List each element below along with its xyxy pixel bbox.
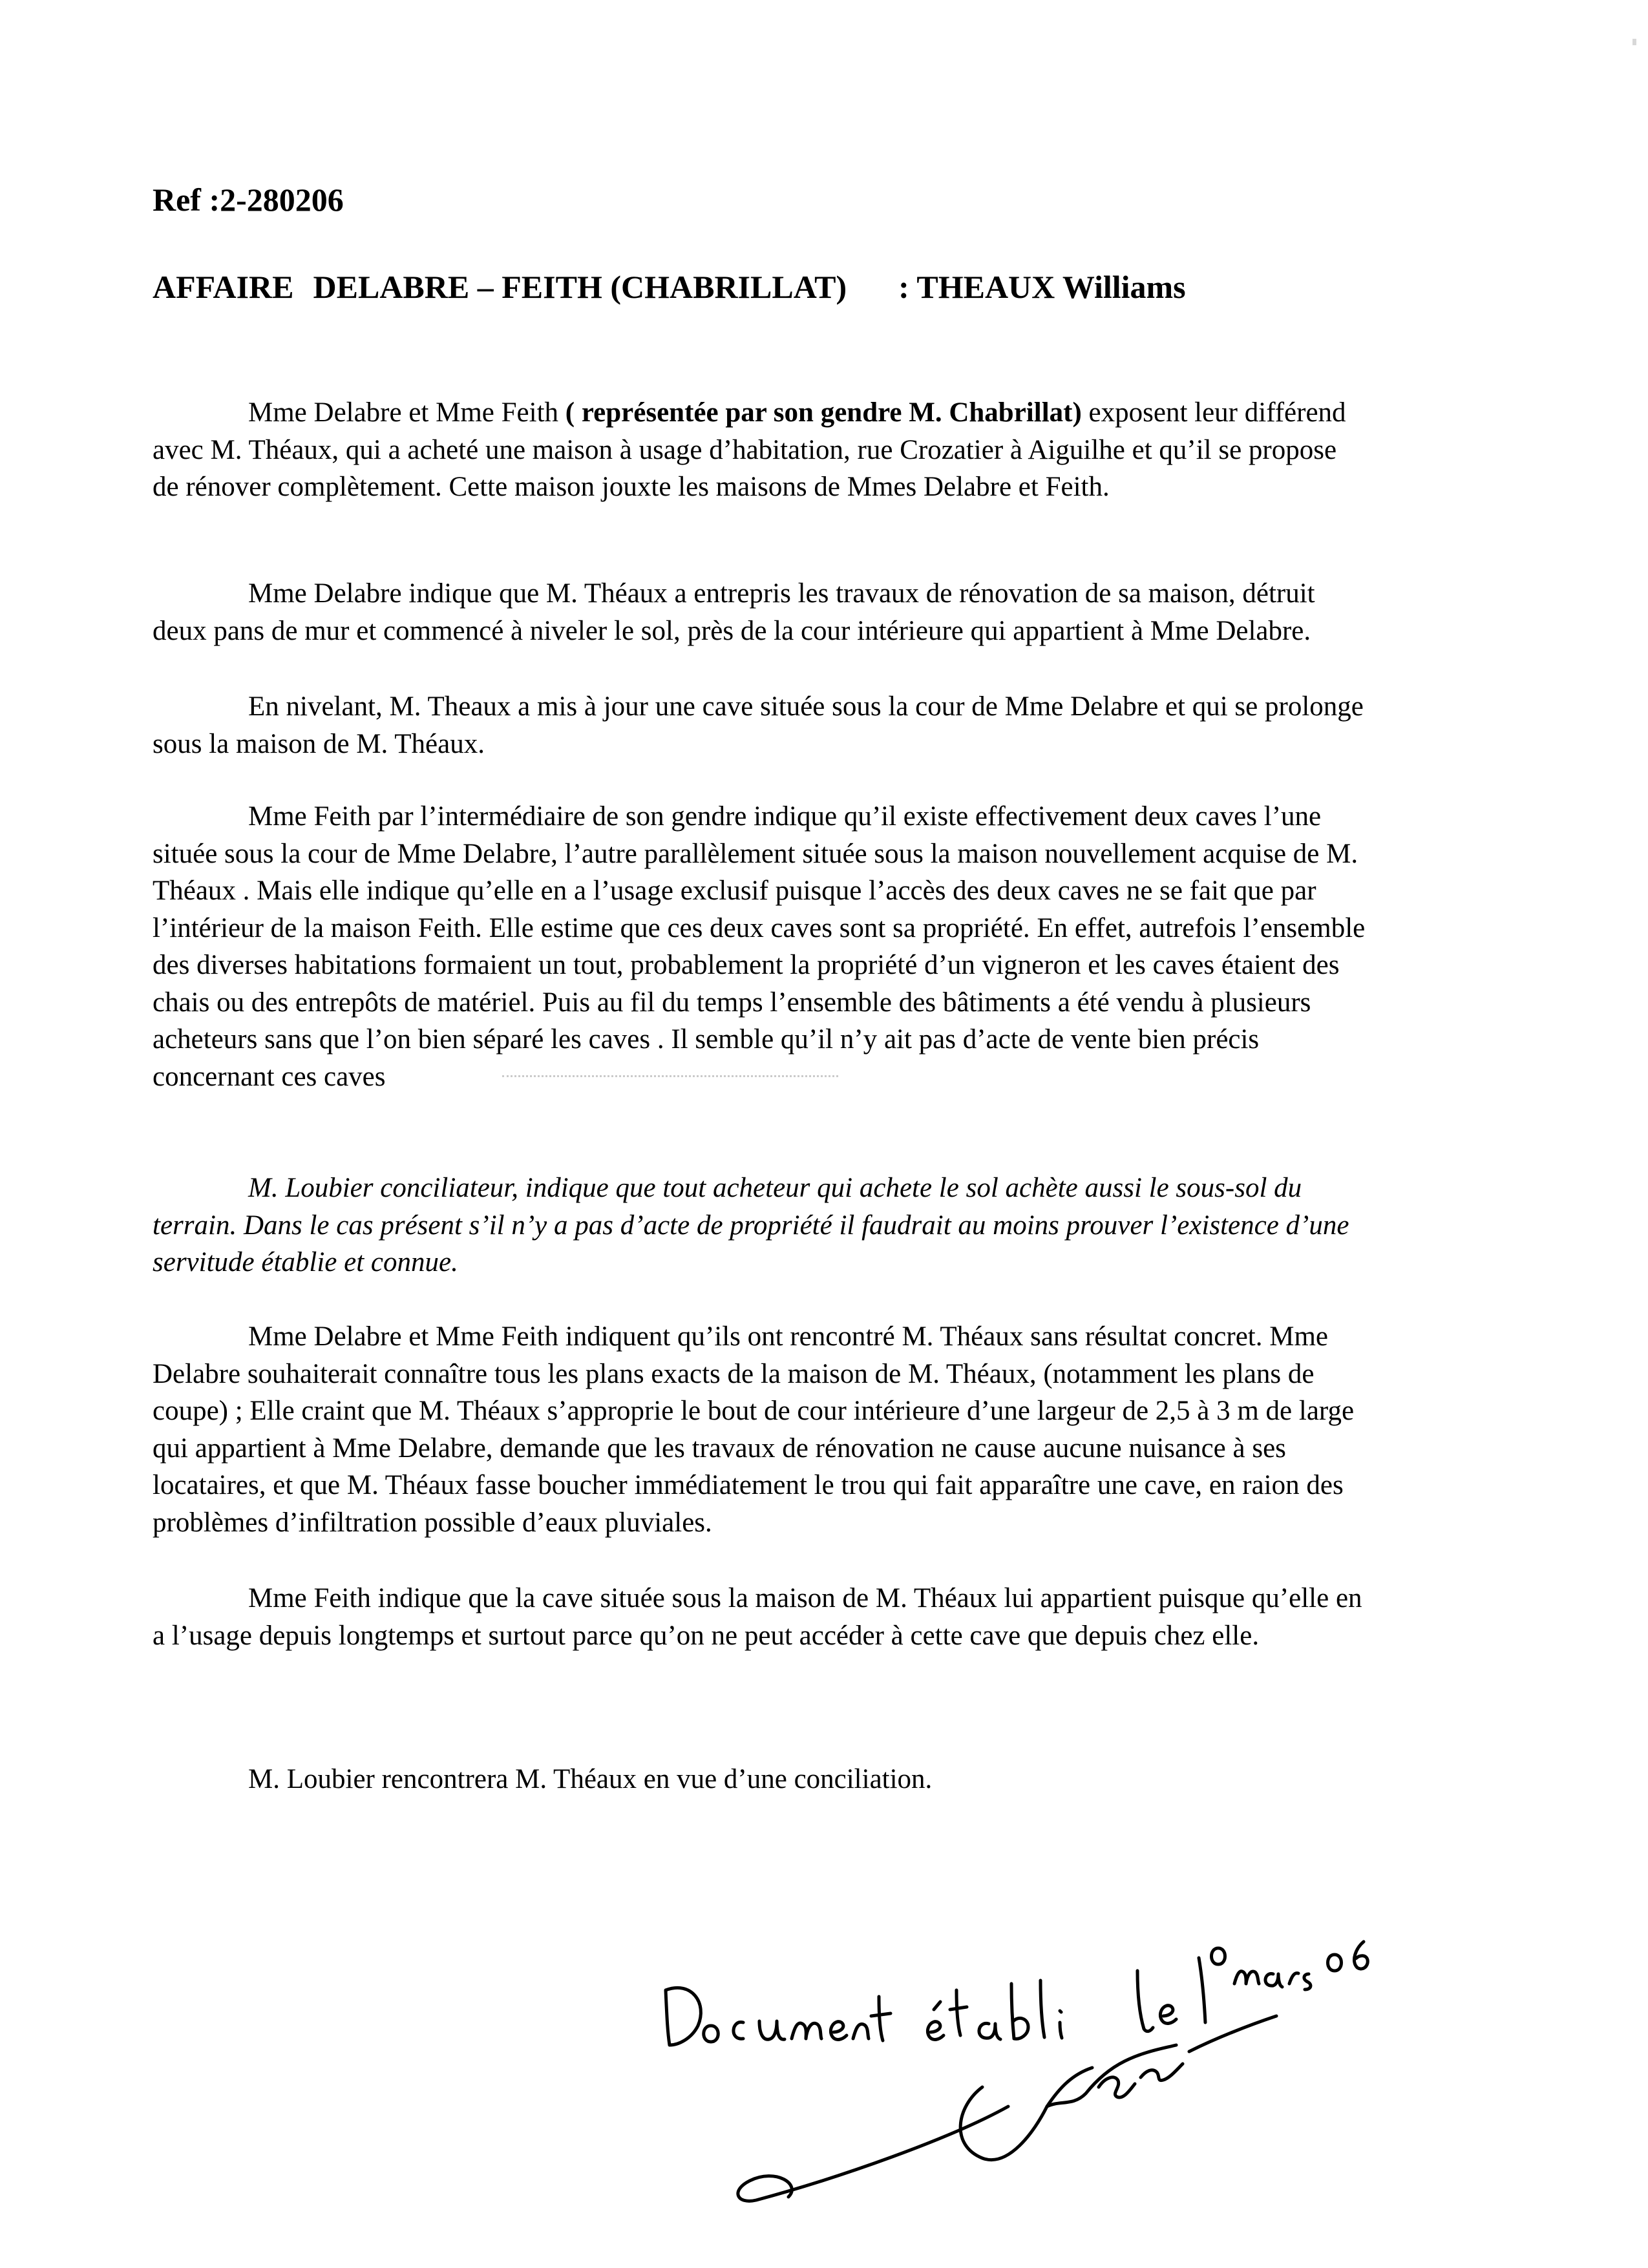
paragraph-1 [153, 394, 1368, 506]
paragraph-8 [153, 1761, 1368, 1798]
paragraph-3-text: En nivelant, M. Theaux a mis à jour une cave située sous la cour de Mme Delabre et qui se prolonge sous la maison de M. Théaux. [153, 691, 1364, 759]
paragraph-7-text: Mme Feith indique que la cave située sous la maison de M. Théaux lui appartient puisque qu’elle en a l’usage depuis longtemps et surtout parce qu’on ne peut accéder à cette cave que depuis chez elle. [153, 1583, 1362, 1651]
paragraph-4-text: Mme Feith par l’intermédiaire de son gendre indique qu’il existe effectivement deux caves l’une située sous la cour de Mme Delabre, l’autre parallèlement située sous la maison nouvellement acquise de M. Théaux . Mais elle indique qu’elle en a l’usage exclusif puisque l’accès des deux caves ne se fait que par l’intérieur de la maison Feith. Elle estime que ces deux caves sont sa propriété. En effet, autrefois l’ensemble des diverses habitations formaient un tout, probablement la propriété d’un vigneron et les caves étaient des chais ou des entrepôts de matériel. Puis au fil du temps l’ensemble des bâtiments a été vendu à plusieurs acheteurs sans que l’on bien séparé les caves . Il semble qu’il n’y ait pas d’acte de vente bien précis concernant ces caves [153, 801, 1366, 1092]
reference-number: Ref :2-280206 [153, 182, 344, 218]
handwritten-signature [646, 1913, 1389, 2216]
paragraph-1-lead: Mme Delabre et Mme Feith [248, 397, 565, 428]
paragraph-1-bold: ( représentée par son gendre M. Chabrillat) [565, 397, 1082, 428]
case-title-parties: DELABRE – FEITH (CHABRILLAT) [313, 269, 847, 305]
paragraph-7 [153, 1580, 1368, 1654]
paragraph-6-text: Mme Delabre et Mme Feith indiquent qu’ils ont rencontré M. Théaux sans résultat concret. Mme Delabre souhaiterait connaître tous les plans exacts de la maison de M. Théaux, (notamment les plans de coupe) ; Elle craint que M. Théaux s’approprie le bout de cour intérieure d’une largeur de 2,5 à 3 m de large qui appartient à Mme Delabre, demande que les travaux de rénovation ne cause aucune nuisance à ses locataires, et que M. Théaux fasse boucher immédiatement le trou qui fait apparaître une cave, en raion des problèmes d’infiltration possible d’eaux pluviales. [153, 1321, 1355, 1538]
paragraph-5-text: M. Loubier conciliateur, indique que tout acheteur qui achete le sol achète aussi le sous-sol du terrain. Dans le cas présent s’il n’y a pas d’acte de propriété il faudrait au moins prouver l’existence d’une servitude établie et connue. [153, 1173, 1349, 1277]
paragraph-2-text: Mme Delabre indique que M. Théaux a entrepris les travaux de rénovation de sa maison, détruit deux pans de mur et commencé à niveler le sol, près de la cour intérieure qui appartient à Mme Delabre. [153, 578, 1315, 646]
case-title-affaire: AFFAIRE [153, 269, 294, 305]
case-title-respondent: : THEAUX Williams [898, 269, 1186, 305]
paragraph-1-rest: exposent leur différend avec M. Théaux, qui a acheté une maison à usage d’habitation, rue Crozatier à Aiguilhe et qu’il se propose de rénover complètement. Cette maison jouxte les maisons de Mmes Delabre et Feith. [153, 397, 1346, 502]
scan-artifact [1632, 39, 1636, 45]
paragraph-4 [153, 798, 1368, 1095]
paragraph-6 [153, 1318, 1368, 1541]
paragraph-2 [153, 575, 1368, 649]
paragraph-5 [153, 1170, 1368, 1281]
faint-scan-trace [502, 1075, 838, 1082]
paragraph-8-text: M. Loubier rencontrera M. Théaux en vue d’une conciliation. [248, 1764, 933, 1794]
paragraph-3 [153, 688, 1368, 762]
case-title [153, 268, 1368, 306]
